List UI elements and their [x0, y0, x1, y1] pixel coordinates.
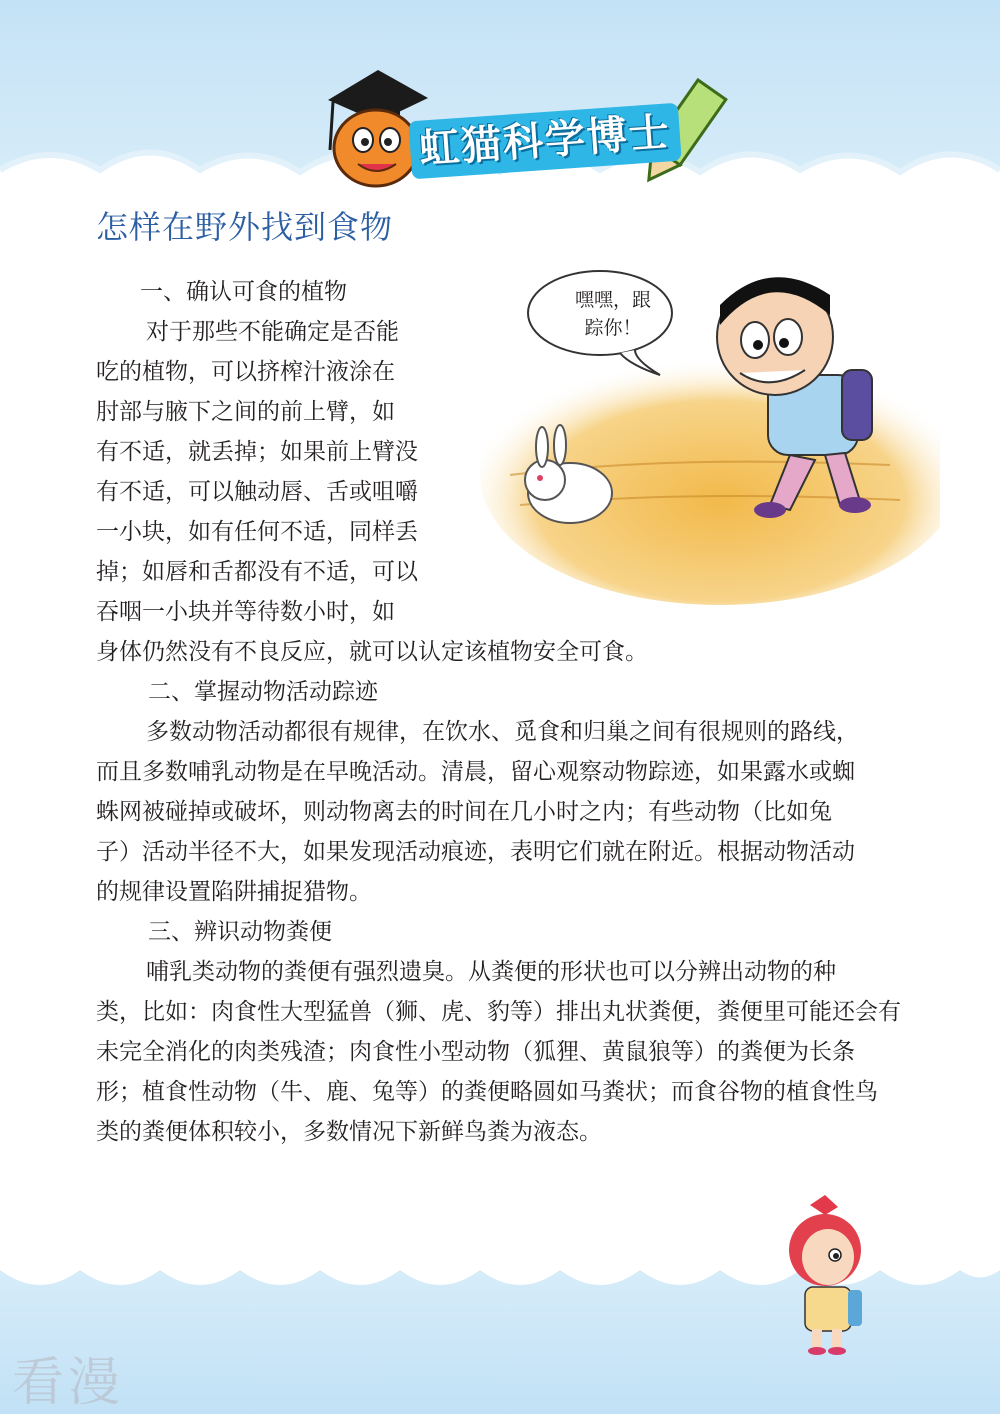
- watermark-text: 看漫: [12, 1353, 125, 1413]
- boy-rabbit-illustration: [470, 265, 940, 610]
- girl-mascot-illustration: [780, 1195, 870, 1355]
- section1-heading: 一、确认可食的植物: [140, 279, 347, 305]
- section2-line: 蛛网被碰掉或破坏，则动物离去的时间在几小时之内；有些动物（比如兔: [96, 799, 832, 825]
- section3-line: 未完全消化的肉类残渣；肉食性小型动物（狐狸、黄鼠狼等）的粪便为长条: [96, 1039, 855, 1065]
- section1-paragraph: [96, 312, 442, 632]
- section1-last-line: 身体仍然没有不良反应，就可以认定该植物安全可食。: [96, 639, 648, 665]
- section2-line: 而且多数哺乳动物是在早晚活动。清晨，留心观察动物踪迹，如果露水或蜘: [96, 759, 855, 785]
- section3-heading: 三、辨识动物粪便: [148, 919, 332, 945]
- page-title: 怎样在野外找到食物: [96, 208, 394, 246]
- banner-title: 虹猫科学博士: [408, 103, 681, 180]
- section1-line: 有不适，可以触动唇、舌或咀嚼: [96, 479, 418, 505]
- section3-line: 类，比如：肉食性大型猛兽（狮、虎、豹等）排出丸状粪便，粪便里可能还会有: [96, 999, 901, 1025]
- section1-line: 有不适，就丢掉；如果前上臂没: [96, 439, 418, 465]
- speech-bubble-text: [568, 286, 658, 342]
- speech-bubble-line: 踪你！: [584, 317, 642, 339]
- section1-line: 对于那些不能确定是否能: [146, 319, 399, 345]
- section2-heading: 二、掌握动物活动踪迹: [148, 679, 378, 705]
- section1-line: 掉；如唇和舌都没有不适，可以: [96, 559, 418, 585]
- section1-line: 一小块，如有任何不适，同样丢: [96, 519, 418, 545]
- section1-line: 吞咽一小块并等待数小时，如: [96, 599, 395, 625]
- speech-bubble-line: 嘿嘿，跟: [574, 289, 651, 311]
- section2-line: 的规律设置陷阱捕捉猎物。: [96, 879, 372, 905]
- section3-line: 形；植食性动物（牛、鹿、兔等）的粪便略圆如马粪状；而食谷物的植食性鸟: [96, 1079, 878, 1105]
- section3-line: 哺乳类动物的粪便有强烈遗臭。从粪便的形状也可以分辨出动物的种: [146, 959, 836, 985]
- section3-paragraph: [96, 952, 926, 1152]
- section2-paragraph: [96, 712, 926, 912]
- section2-line: 子）活动半径不大，如果发现活动痕迹，表明它们就在附近。根据动物活动: [96, 839, 855, 865]
- section1-line: 肘部与腋下之间的前上臂，如: [96, 399, 395, 425]
- section1-line: 吃的植物，可以挤榨汁液涂在: [96, 359, 395, 385]
- section3-line: 类的粪便体积较小，多数情况下新鲜鸟粪为液态。: [96, 1119, 602, 1145]
- section2-line: 多数动物活动都很有规律，在饮水、觅食和归巢之间有很规则的路线，: [146, 719, 859, 745]
